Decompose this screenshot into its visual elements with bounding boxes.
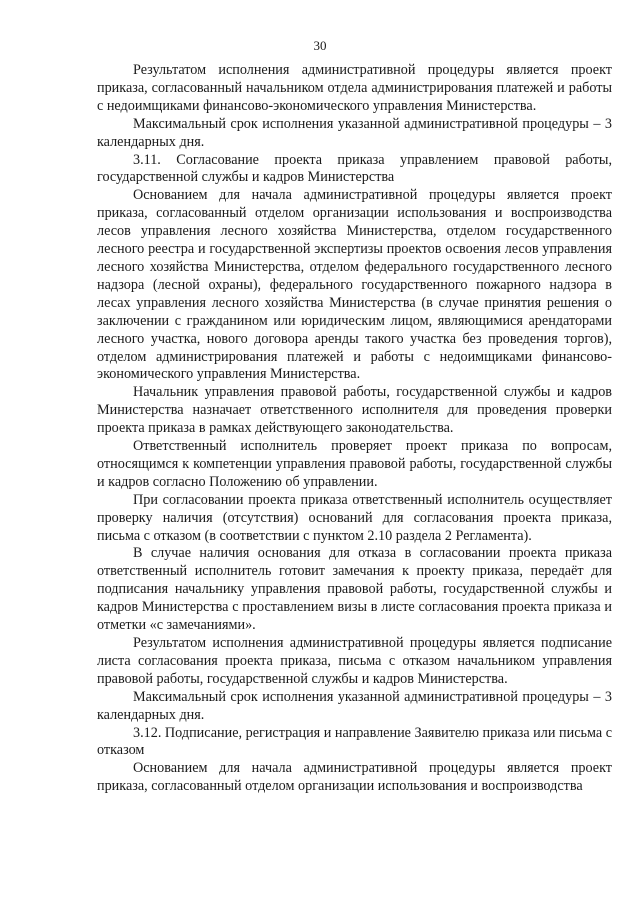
paragraph-executor-checks: Ответственный исполнитель проверяет проект приказа по вопросам, относящимся к компетенции управления правовой работы, государственной службы и кадров согласно Положению об управлении. — [97, 438, 612, 490]
paragraph-basis-3-11: Основанием для начала административной процедуры является проект приказа, согласованный отделом организации использования и воспроизводства лесов управления лесного хозяйства Министерства, отделом государственного лесного реестра и государственной экспертизы проектов освоения лесов управления лесного хозяйства Министерства, отделом федерального государственного лесного надзора (лесной охраны), федерального государственного пожарного надзора в лесах управления лесного хозяйства Министерства (в случае принятия решения о заключении с гражданином или юридическим лицом, являющимися арендаторами лесного участка, нового договора аренды такого участка без проведения торгов), отделом администрирования платежей и работы с недоимщиками финансово-экономического управления Министерства. — [97, 187, 612, 383]
paragraph-head-assigns: Начальник управления правовой работы, государственной службы и кадров Министерства назначает ответственного исполнителя для проведения проверки проекта приказа в рамках действующего законодательства. — [97, 384, 612, 437]
paragraph-max-term-1: Максимальный срок исполнения указанной административной процедуры – 3 календарных дня. — [97, 115, 612, 150]
paragraph-result-finance: Результатом исполнения административной процедуры является проект приказа, согласованный начальником отдела администрирования платежей и работы с недоимщиками финансово-экономического управления Министерства. — [97, 62, 612, 114]
paragraph-refusal-case: В случае наличия основания для отказа в согласовании проекта приказа ответственный исполнитель готовит замечания к проекту приказа, передаёт для подписания начальнику управления правовой работы, государственной службы и кадров Министерства с проставлением визы в листе согласования проекта приказа и отметки «с замечаниями». — [97, 545, 612, 634]
paragraph-basis-3-12: Основанием для начала административной процедуры является проект приказа, согласованный отделом организации использования и воспроизводства — [97, 760, 612, 795]
section-heading-3-11: 3.11. Согласование проекта приказа управлением правовой работы, государственной службы и кадров Министерства — [97, 151, 612, 186]
page-number: 30 — [313, 38, 327, 53]
paragraph-approval-check: При согласовании проекта приказа ответственный исполнитель осуществляет проверку наличия (отсутствия) оснований для согласования проекта приказа, письма с отказом (в соответствии с пунктом 2.10 раздела 2 Регламента). — [97, 491, 612, 544]
paragraph-result-legal: Результатом исполнения административной процедуры является подписание листа согласования проекта приказа, письма с отказом начальником управления правовой работы, государственной службы и кадров Министерства. — [97, 635, 612, 687]
section-heading-3-12: 3.12. Подписание, регистрация и направление Заявителю приказа или письма с отказом — [97, 724, 612, 759]
paragraph-max-term-2: Максимальный срок исполнения указанной административной процедуры – 3 календарных дня. — [97, 688, 612, 723]
document-body — [97, 62, 612, 796]
